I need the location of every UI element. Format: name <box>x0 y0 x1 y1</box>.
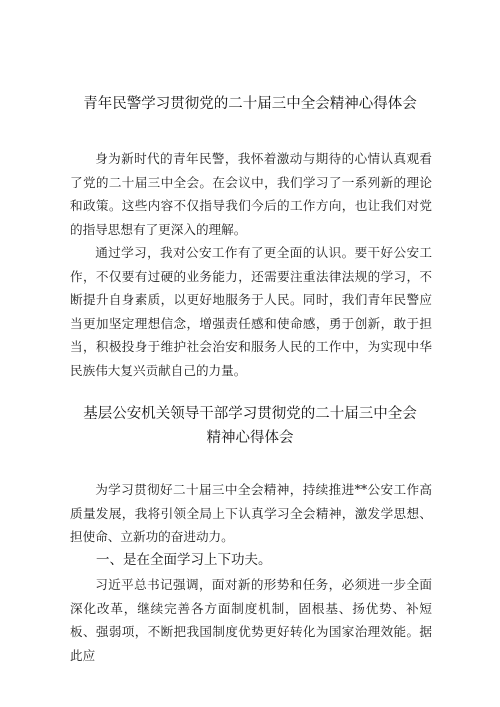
article-2-intro: 为学习贯彻好二十届三中全会精神，持续推进**公安工作高质量发展，我将引领全局上下认真学习全会精神，激发学思想、担使命、立新功的奋进动力。 <box>70 482 432 544</box>
article-1-paragraph-1: 身为新时代的青年民警，我怀着激动与期待的心情认真观看了党的二十届三中全会。在会议中，我们学习了一系列新的理论和政策。这些内容不仅指导我们今后的工作方向，也让我们对党的指导思想有了更深入的理解。 <box>70 151 432 237</box>
article-1-title: 青年民警学习贯彻党的二十届三中全会精神心得体会 <box>83 96 417 112</box>
section-1-paragraph: 习近平总书记强调，面对新的形势和任务，必须进一步全面深化改革，继续完善各方面制度机制，固根基、扬优势、补短板、强弱项，不断把我国制度优势更好转化为国家治理效能。据此应 <box>70 577 432 663</box>
section-1-heading: 一、是在全面学习上下功夫。 <box>96 552 272 568</box>
article-2-title-line-2: 精神心得体会 <box>206 430 294 446</box>
article-1-paragraph-2: 通过学习，我对公安工作有了更全面的认识。要干好公安工作，不仅要有过硬的业务能力，还需要注重法律法规的学习，不断提升自身素质，以更好地服务于人民。同时，我们青年民警应当更加坚定理想信念，增强责任感和使命感，勇于创新，敢于担当，积极投身于维护社会治安和服务人民的工作中，为实现中华民族伟大复兴贡献自己的力量。 <box>70 245 432 378</box>
article-2-title-line-1: 基层公安机关领导干部学习贯彻党的二十届三中全会 <box>83 406 417 422</box>
